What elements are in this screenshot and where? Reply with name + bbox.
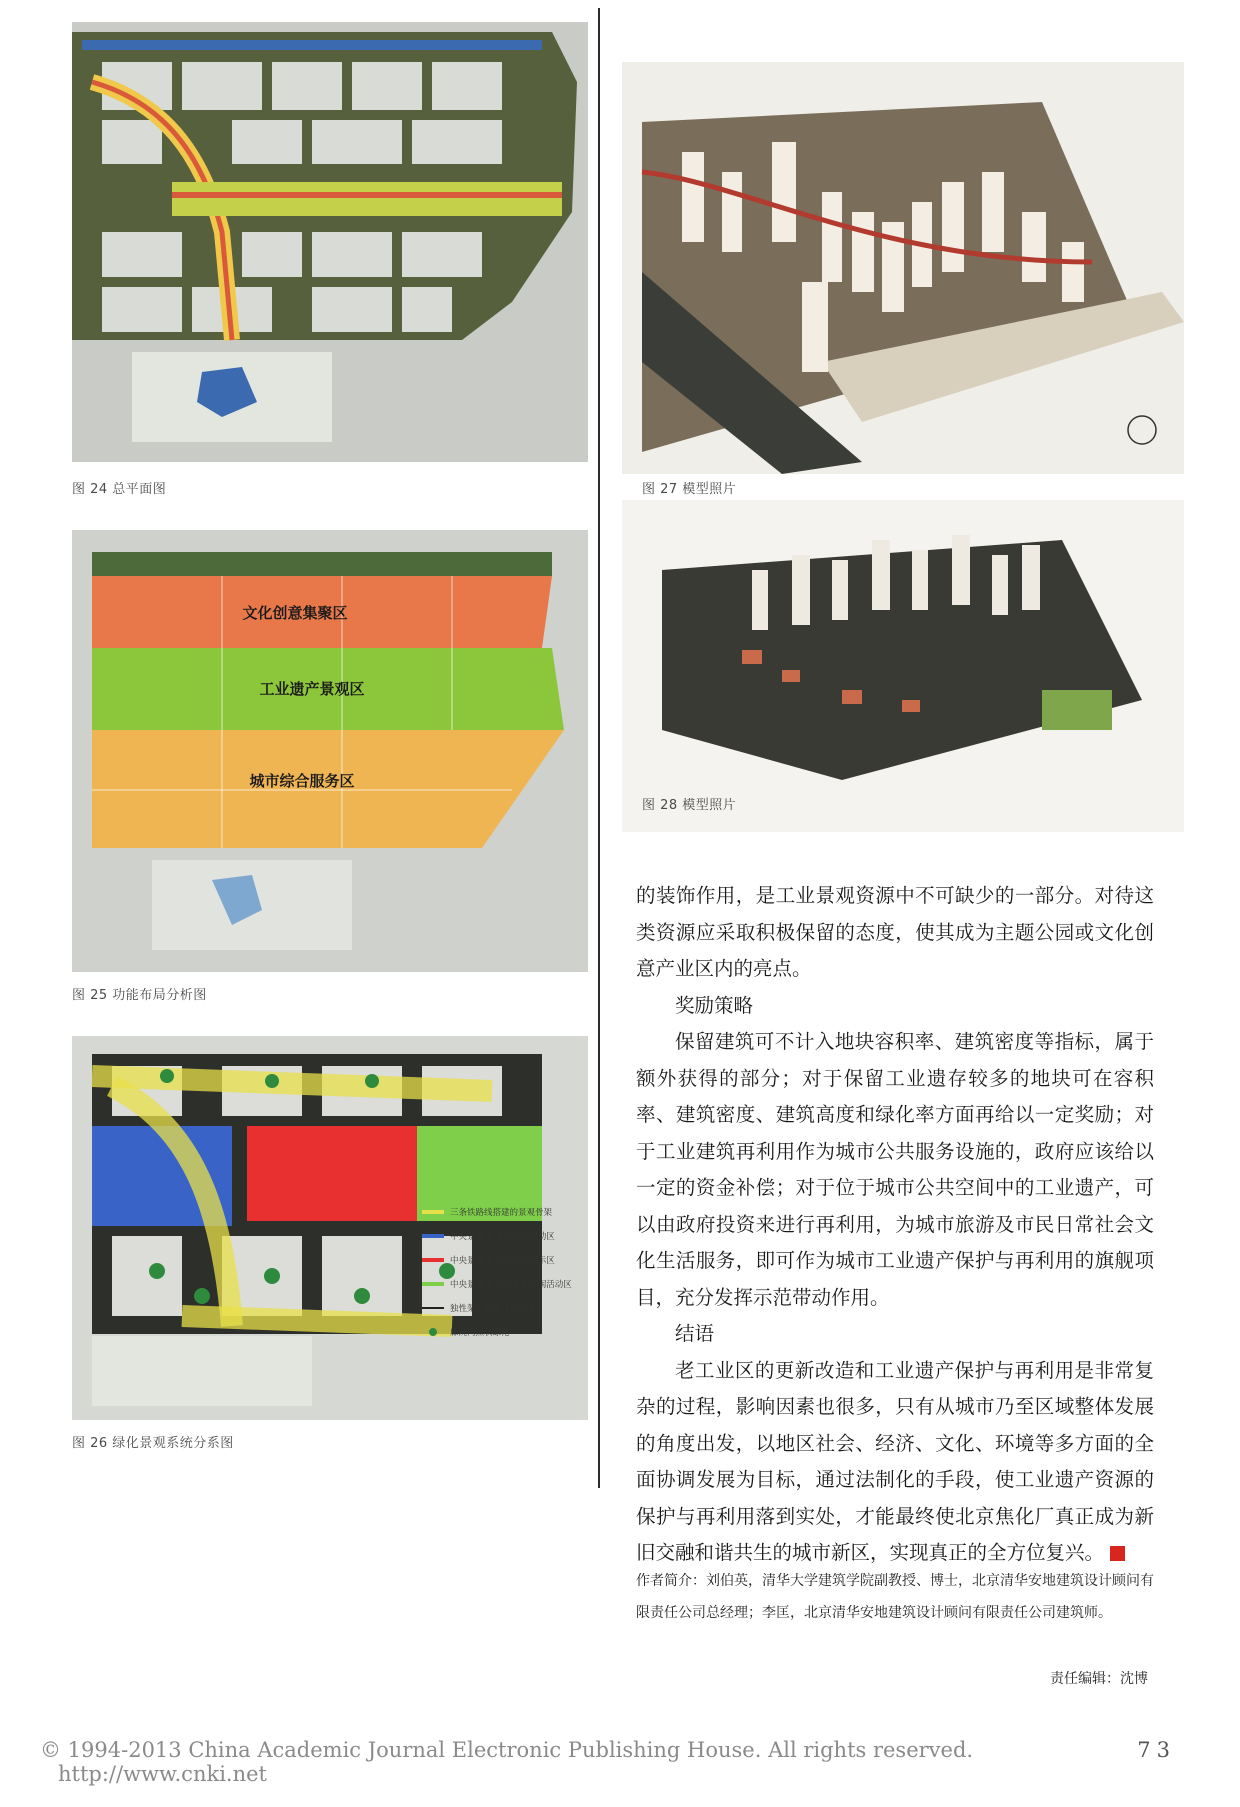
conclusion-text: 老工业区的更新改造和工业遗产保护与再利用是非常复杂的过程，影响因素也很多，只有从城市乃至区域整体发展的角度出发，以地区社会、经济、文化、环境等多方面的全面协调发展为目标，通过法制化的手段，使工业遗产资源的保护与再利用落到实处，才能最终使北京焦化厂真正成为新旧交融和谐共生的城市新区，实现真正的全方位复兴。: [636, 1358, 1154, 1564]
author-bio: 作者简介：刘伯英，清华大学建筑学院副教授、博士，北京清华安地建筑设计顾问有限责任公司总经理；李匡，北京清华安地建筑设计顾问有限责任公司建筑师。: [636, 1573, 1154, 1621]
figure-25-function-layout: [72, 530, 588, 972]
figure-27-model-photo: [622, 62, 1184, 474]
column-divider: [598, 8, 600, 1488]
responsible-editor: 责任编辑：沈博: [1050, 1671, 1148, 1687]
figure-26-landscape-system: [72, 1036, 588, 1420]
legend-item: [422, 1248, 582, 1272]
legend-label: 独性架空廊道步行空间: [450, 1304, 536, 1314]
page-footer: [40, 1738, 1190, 1786]
figure-27-caption: 图 27 模型照片: [642, 482, 737, 497]
figure-28-caption: 图 28 模型照片: [642, 798, 737, 813]
paragraph-continuation: 的装饰作用，是工业景观资源中不可缺少的一部分。对待这类资源应采取积极保留的态度，使其成为主题公园或文化创意产业区内的亮点。: [636, 884, 1154, 980]
legend-item: [422, 1224, 582, 1248]
cnki-link[interactable]: http://www.cnki.net: [58, 1762, 267, 1786]
legend-band-swatch: [422, 1210, 444, 1214]
zone-label-cultural: 文化创意集聚区: [242, 604, 348, 622]
paragraph-reward-strategy: 保留建筑可不计入地块容积率、建筑密度等指标，属于额外获得的部分；对于保留工业遗存较多的地块可在容积率、建筑密度、建筑高度和绿化率方面再给以一定奖励；对于工业建筑再利用作为城市公共服务设施的，政府应该给以一定的资金补偿；对于位于城市公共空间中的工业遗产，可以由政府投资来进行再利用，为城市旅游及市民日常社会文化生活服务，即可作为城市工业遗产保护与再利用的旗舰项目，充分发挥示范带动作用。: [636, 1030, 1154, 1309]
zone-label-service: 城市综合服务区: [249, 772, 355, 790]
legend-label: 廊院内点状绿化: [450, 1328, 510, 1338]
legend-line-swatch: [422, 1307, 444, 1309]
legend-item: [422, 1272, 582, 1296]
figure-26-legend: [422, 1200, 582, 1360]
figure-25-caption: 图 25 功能布局分析图: [72, 988, 207, 1003]
legend-item: [422, 1320, 582, 1344]
section-heading-reward: 奖励策略: [675, 993, 754, 1017]
legend-dot-swatch: [429, 1328, 437, 1336]
legend-label: 三条铁路线搭建的景观骨架: [450, 1208, 553, 1218]
legend-band-swatch: [422, 1234, 444, 1238]
legend-label: 中央景观带 水体休闲活动区: [450, 1232, 555, 1242]
figure-24-master-plan: [72, 22, 588, 462]
legend-label: 中央景观带 绿色生态休闲活动区: [450, 1280, 572, 1290]
legend-item: [422, 1296, 582, 1320]
paragraph-conclusion: [636, 1353, 1157, 1572]
legend-label: 中央景观带 综合展览展示区: [450, 1256, 555, 1266]
article-body: [636, 878, 1157, 1572]
zone-label-heritage: 工业遗产景观区: [259, 680, 365, 698]
legend-band-swatch: [422, 1282, 444, 1286]
section-heading-conclusion: 结语: [675, 1322, 715, 1345]
figure-28-model-photo: [622, 500, 1184, 832]
legend-band-swatch: [422, 1258, 444, 1262]
figure-26-caption: 图 26 绿化景观系统分系图: [72, 1436, 234, 1451]
copyright-notice: © 1994-2013 China Academic Journal Electronic Publishing House. All rights reserved.: [40, 1738, 974, 1762]
end-of-article-icon: A: [1110, 1546, 1125, 1561]
figure-24-caption: 图 24 总平面图: [72, 482, 167, 497]
page-number: 73: [1137, 1738, 1176, 1762]
legend-item: [422, 1200, 582, 1224]
